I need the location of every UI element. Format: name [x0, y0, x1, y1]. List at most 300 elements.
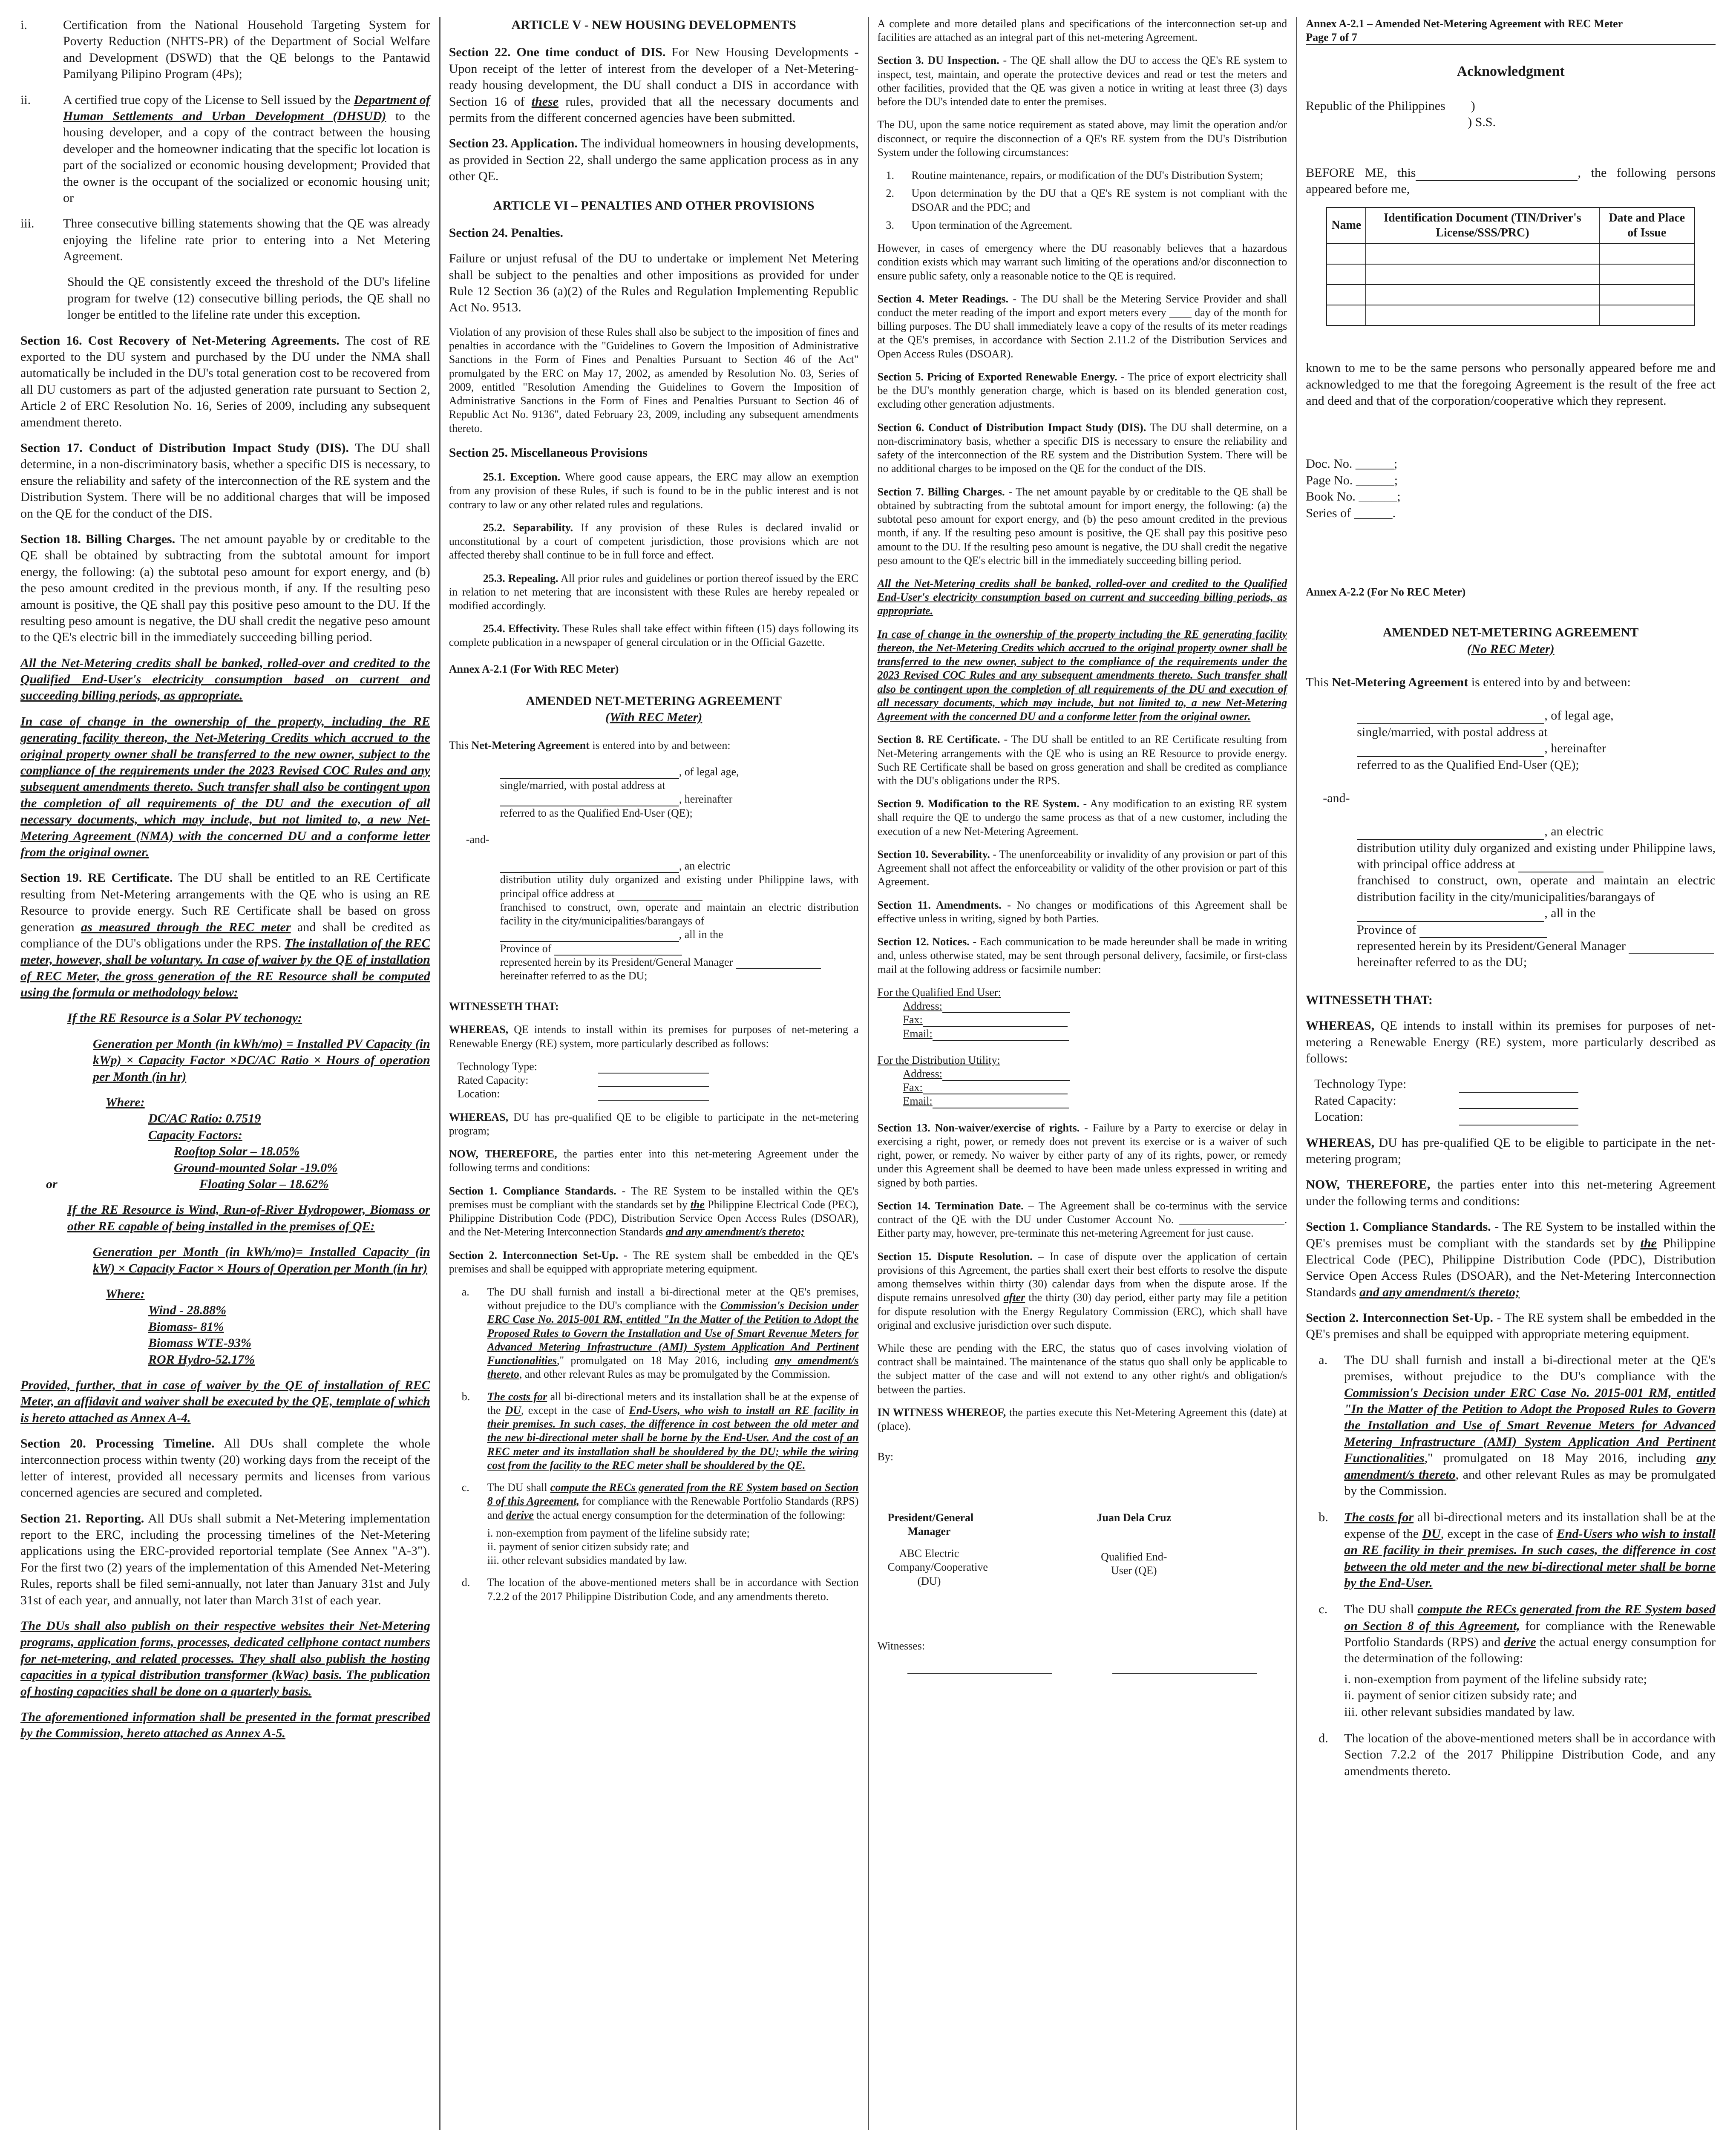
text-run: A certified true copy of the License to Sell issued by the	[63, 92, 354, 107]
section-title: Section 14. Termination Date.	[877, 1199, 1024, 1212]
page-no: Page No. ______;	[1306, 473, 1398, 487]
witness-2-field[interactable]	[1112, 1662, 1257, 1674]
rated-capacity-field[interactable]	[598, 1075, 709, 1087]
du-address-field[interactable]	[617, 889, 702, 901]
agreement-section-11	[878, 898, 1287, 926]
section-25-2	[449, 521, 859, 562]
floating-factor: Floating Solar – 18.62%	[199, 1177, 329, 1191]
text-run: distribution utility duly organized and existing under Philippine laws, with principal office address at	[500, 873, 859, 900]
du-party-block	[1306, 823, 1716, 971]
section-16	[20, 333, 430, 431]
ownership-change-paragraph: In case of change in the ownership of the property including the RE generating facility thereon, the Net-Metering Credits which accrued to the original property owner shall be transferred to the new owner, subject to the compliance of the requirements under the 2023 Revised COC Rules and any subsequent amendments thereto. Such transfer shall also be contingent upon the completion of all requirements of the DU and execution of all necessary documents, which may include, but not limited to, a new Net-Metering Agreement with the concerned DU and a conforme letter from the original owner.	[877, 627, 1287, 723]
ss-label: ) S.S.	[1468, 115, 1496, 130]
section-title: Section 9. Modification to the RE System.	[877, 797, 1080, 810]
annex-a21-label: Annex A-2.1 (For With REC Meter)	[449, 662, 619, 675]
rooftop-factor: Rooftop Solar – 18.05%	[174, 1144, 300, 1159]
section-17	[20, 440, 430, 522]
emphasis-text: NOW, THEREFORE,	[1306, 1177, 1431, 1192]
section-title: Section 21. Reporting.	[20, 1511, 144, 1526]
date-field[interactable]	[1416, 169, 1578, 181]
location-label: Location:	[457, 1088, 500, 1100]
section-title: Section 13. Non-waiver/exercise of rights.	[877, 1121, 1080, 1134]
section-text: All prior rules and guidelines or portion thereof issued by the ERC in relation to net metering that are inconsistent with these Rules are hereby repealed or modified accordingly.	[449, 572, 859, 612]
text-run: DU has pre-qualified QE to be eligible to participate in the net-metering program;	[1306, 1135, 1716, 1166]
qe-signature	[1092, 1511, 1277, 1588]
du-notice-fax-field[interactable]	[923, 1085, 1068, 1094]
technology-type-label: Technology Type:	[457, 1060, 537, 1073]
text-run: single/married, with postal address at	[500, 779, 665, 792]
item-label: b.	[461, 1390, 470, 1403]
ground-factor: Ground-mounted Solar -19.0%	[174, 1160, 338, 1175]
rated-capacity-field[interactable]	[1459, 1097, 1578, 1109]
agreement-section-2	[449, 1249, 859, 1276]
du-barangays-field[interactable]	[1357, 910, 1544, 922]
section-title: Section 18. Billing Charges.	[20, 532, 176, 546]
agreement-section-8	[878, 733, 1287, 788]
list-item: 1. Routine maintenance, repairs, or modification of the DU's Distribution System;	[886, 169, 1287, 182]
emphasis-text: any amendment/s thereto	[1344, 1451, 1716, 1482]
table-header-name: Name	[1327, 207, 1366, 244]
section-text: - Each communication to be made hereunder shall be made in writing and, unless otherwise stated, may be sent through personal delivery, facsimile, or first-class mail at the following address or facsimile number:	[877, 935, 1287, 976]
du-signature	[888, 1511, 1072, 1588]
section-title: Section 8. RE Certificate.	[877, 733, 1000, 746]
witness-lines	[878, 1662, 1287, 1674]
du-party-block	[449, 859, 859, 983]
article-6-heading: ARTICLE VI – PENALTIES AND OTHER PROVISIONS	[493, 198, 815, 213]
agreement-section-14	[878, 1199, 1287, 1241]
section-text: The DU shall determine, in a non-discriminatory basis, whether a specific DIS is necessary, to ensure the reliability and safety of the interconnection of the RE system and the Distribution System. There will be no additional charges that will be imposed on the QE for the conduct of the DIS.	[20, 440, 430, 521]
du-address-field[interactable]	[1518, 861, 1604, 872]
emphasis-text: the	[1640, 1236, 1657, 1250]
emphasis-text: as measured through the REC meter	[81, 920, 291, 934]
du-notice-email-field[interactable]	[933, 1099, 1069, 1108]
emphasis-text: The costs for	[1344, 1510, 1414, 1525]
text-run: all bi-directional meters and its installation shall be at the expense of the	[487, 1390, 859, 1416]
section-25-1	[449, 470, 859, 512]
text-run: , an electric	[679, 860, 731, 872]
section-text: The net amount payable by or creditable to the QE shall be obtained by subtracting from the subtotal amount for import energy, the following: (a) the subtotal peso amount for export energy, and (b) the peso amount credited in the previous month, if any. If the resulting peso amount is positive, the QE shall pay this positive peso amount to the DU. If the resulting peso amount is negative, the DU shall credit the negative peso amount to the QE's electric bill in the immediately succeeding billing period.	[20, 532, 430, 645]
section-title: Section 1. Compliance Standards.	[449, 1184, 616, 1197]
item-text	[487, 1481, 859, 1522]
whereas-1	[449, 1023, 859, 1050]
text-run: DU has pre-qualified QE to be eligible to participate in the net-metering program;	[449, 1111, 859, 1137]
item-label: a.	[461, 1285, 469, 1298]
text-run: Philippine Electrical Code (PEC), Philippine Distribution Code (PDC), Distribution Service Open Access Rules (DSOAR), and the Net-Metering Interconnection Standards	[1306, 1236, 1716, 1299]
section-title: Section 19. RE Certificate.	[20, 871, 173, 885]
qe-signatory-name: Juan Dela Cruz	[1097, 1511, 1172, 1524]
item-c: c. The DU shall compute the RECs generated from the RE System based on Section 8 of this Agreement, for compliance with the Renewable Portfolio Standards (RPS) and derive the actual energy consumption for the determination of the following:	[1306, 1601, 1716, 1667]
waiver-proviso: Provided, further, that in case of waiver by the QE of installation of REC Meter, an affidavit and waiver shall be executed by the QE, template of which is hereto attached as Annex A-4.	[20, 1378, 430, 1425]
section-text: - The net amount payable by or creditable to the QE shall be obtained by subtracting from the subtotal amount for import energy, the following: (a) the subtotal peso amount for export energy, and (b) the peso amount credited in the previous month, if any. If the resulting peso amount is positive, the QE shall pay this positive peso amount to the DU. If the resulting peso amount is negative, the DU shall credit the negative peso amount to the QE's electric bill in the immediately succeeding billing period.	[877, 485, 1287, 567]
agreement-section-1	[1306, 1219, 1716, 1301]
du-signatory-title: President/General Manager	[887, 1511, 974, 1537]
text-run: hereinafter referred to as the DU;	[1357, 955, 1527, 970]
signature-block	[878, 1511, 1287, 1588]
section-text: - The DU shall be entitled to an RE Certificate resulting from Net-Metering arrangements with the QE who is using an RE Resource to provide energy. Such RE Certificate shall be based on gross generation and shall be credited as compliance with the DU's obligations under the RPS.	[877, 733, 1287, 787]
re-system-details	[449, 1060, 859, 1101]
acknowledgment-title: Acknowledgment	[1457, 63, 1565, 80]
biomass-factor: Biomass- 81%	[148, 1319, 224, 1334]
list-text: Three consecutive billing statements showing that the QE was already enjoying the lifeline rate prior to entering into a Net Metering Agreement.	[63, 216, 430, 264]
hydro-formula: Generation per Month (in kWh/mo)= Installed Capacity (in kW) × Capacity Factor × Hours of Operation per Month (in hr)	[93, 1245, 430, 1275]
section-text: The DU shall be entitled to an RE Certificate resulting from Net-Metering arrangements with the QE who is using an RE Resource to provide energy. Such RE Certificate shall be based on gross generation	[20, 871, 430, 934]
technology-type-field[interactable]	[1459, 1081, 1578, 1093]
text-run: the parties execute this Net-Metering Agreement this (date) at (place).	[877, 1406, 1287, 1433]
text-run: referred to as the Qualified End-User (QE);	[500, 806, 693, 819]
requirement-i	[20, 17, 430, 83]
emphasis-text: Commission's Decision under ERC Case No. 2015-001 RM, entitled "In the Matter of the Petition to Adopt the Proposed Rules to Govern the Installation and Use of Smart Revenue Meters for Advanced Metering Infrastructure (AMI) System Application And Pertinent Functionalities	[1344, 1385, 1716, 1465]
section-text: The cost of RE exported to the DU system and purchased by the DU under the NMA shall automatically be included in the DU's total generation cost to be recovered from all DU customers as part of the adjusted generation rate pursuant to Section 2, Article 2 of ERC Resolution No. 16, Series of 2009, including any subsequent amendment thereto.	[20, 333, 430, 429]
page-header: Annex A-2.1 – Amended Net-Metering Agreement with REC Meter	[1306, 17, 1623, 30]
du-name-field[interactable]	[500, 861, 679, 873]
agreement-section-12	[878, 935, 1287, 976]
text-run: , hereinafter	[679, 793, 733, 806]
table-row	[1327, 305, 1695, 325]
sublist-item: non-exemption from payment of the lifeline subsidy rate;	[1354, 1672, 1647, 1686]
item-c-sublist: i. non-exemption from payment of the lifeline subsidy rate; ii. payment of senior citizen subsidy rate; and iii. other relevant subsidies mandated by law.	[487, 1526, 750, 1567]
email-label: Email:	[903, 1027, 933, 1040]
section-title: Section 16. Cost Recovery of Net-Metering Agreements.	[20, 333, 340, 348]
text-run: The DU shall	[487, 1481, 550, 1494]
list-text: Routine maintenance, repairs, or modification of the DU's Distribution System;	[911, 169, 1264, 182]
text-run: , of legal age,	[679, 765, 739, 778]
text-run: the actual energy consumption for the determination of the following:	[533, 1508, 846, 1521]
rated-capacity-label: Rated Capacity:	[457, 1074, 529, 1087]
list-text: Upon termination of the Agreement.	[911, 219, 1073, 231]
and-separator: -and-	[466, 833, 489, 846]
emphasis-text: after	[1003, 1291, 1025, 1304]
section-title: Section 23. Application.	[449, 136, 578, 151]
item-text	[1344, 1601, 1716, 1667]
hydro-where	[20, 1286, 430, 1368]
du-province-field[interactable]	[554, 944, 682, 956]
agreement-section-5	[878, 370, 1287, 412]
section-title: 25.1. Exception.	[483, 471, 561, 484]
section-3-para-2: The DU, upon the same notice requirement as stated above, may limit the operation and/or disconnect, or require the disconnection of a QE's RE system from the DU's Distribution System under the following circumstances:	[877, 118, 1287, 158]
text-run: - The RE system shall be embedded in the QE's premises and shall be equipped with appropriate metering equipment.	[1306, 1311, 1716, 1341]
section-title: Section 10. Severability.	[877, 848, 990, 861]
table-header-id: Identification Document (TIN/Driver's License/SSS/PRC)	[1366, 207, 1599, 244]
text-run: franchised to construct, own, operate and maintain an electric distribution facility in the city/municipalities/barangays of	[1357, 873, 1716, 904]
agreement-title: AMENDED NET-METERING AGREEMENT	[1382, 625, 1639, 640]
column-4	[1306, 17, 1716, 2130]
section-text: Where good cause appears, the ERC may allow an exemption from any provision of these Rules, if such is found to be in the public interest and is not contrary to law or any other related rules and regulations.	[449, 471, 859, 511]
solar-heading: If the RE Resource is a Solar PV techonogy:	[67, 1011, 302, 1025]
section-title: Section 5. Pricing of Exported Renewable Energy.	[877, 370, 1117, 383]
text-run: all bi-directional meters and its installation shall be at the expense of the	[1344, 1510, 1716, 1541]
agreement-section-4	[878, 292, 1287, 361]
emphasis-text: WHEREAS,	[449, 1111, 509, 1123]
text-run: Province of	[1357, 922, 1416, 937]
section-text: All DUs shall submit a Net-Metering implementation report to the ERC, including the processing timelines of the Net-Metering applications using the ERC-provided reportorial template (See Annex "A-3"). For the first two (2) years of the implementation of this Amended Net-Metering Rules, reports shall be filed semi-annually, not later than January 31st and July 31st of each year, and annually, not later than March 31st of each year.	[20, 1511, 430, 1607]
notice-qe-block	[878, 986, 1287, 1041]
section-text: If any provision of these Rules is declared invalid or unconstitutional by a court of competent jurisdiction, those provisions which are not affected thereby shall continue to be in full force and effect.	[449, 521, 859, 561]
agreement-section-7	[878, 485, 1287, 567]
qe-name-field[interactable]	[1357, 712, 1544, 724]
text-run: distribution utility duly organized and existing under Philippine laws, with principal office address at	[1357, 840, 1716, 872]
agreement-subtitle: (With REC Meter)	[605, 710, 702, 725]
address-label: Address:	[903, 1068, 942, 1080]
agreement-section-3	[878, 54, 1287, 109]
emphasis-text: Net-Metering Agreement	[1332, 675, 1468, 689]
sublist-item: other relevant subsidies mandated by law.	[502, 1554, 687, 1567]
lifeline-paragraph: Should the QE consistently exceed the threshold of the DU's lifeline program for twelve (12) consecutive billing periods, the QE shall no longer be entitled to the lifeline rate under this exception.	[67, 275, 430, 322]
qe-party-block	[1306, 708, 1716, 773]
qe-address-field[interactable]	[1357, 745, 1544, 757]
text-run: the actual energy consumption for the determination of the following:	[1344, 1635, 1716, 1666]
section-24-para-1: Failure or unjust refusal of the DU to undertake or implement Net Metering shall be subject to the penalties and other impositions as provided for under Rule 12 Section 36 (a)(2) of the Rules and Regulation Implementing Republic Act No. 9513.	[449, 251, 859, 315]
emphasis-text: compute the RECs generated from the RE System based on Section 8 of this Agreement,	[1344, 1602, 1716, 1633]
agreement-subtitle: (No REC Meter)	[1467, 642, 1555, 656]
republic-line	[1306, 98, 1716, 114]
emphasis-text: WHEREAS,	[449, 1023, 509, 1036]
section-25-3	[449, 572, 859, 613]
notice-du-block	[878, 1053, 1287, 1108]
agreement-section-6	[878, 421, 1287, 476]
text-run: franchised to construct, own, operate and maintain an electric distribution facility in the city/municipalities/barangays of	[500, 901, 859, 927]
section-title: 25.4. Effectivity.	[483, 622, 560, 635]
emphasis-text: any amendment/s thereto	[487, 1354, 859, 1381]
banked-credits-paragraph: All the Net-Metering credits shall be banked, rolled-over and credited to the Qualified End-User's electricity consumption based on current and succeeding billing periods, as appropriate.	[877, 577, 1287, 617]
section-title: Section 3. DU Inspection.	[877, 54, 999, 67]
section-text: - The unenforceability or invalidity of any provision or part of this Agreement shall not affect the enforceability or validity of the other provision or part of this Agreement.	[877, 848, 1287, 888]
text-run: The DU shall furnish and install a bi-directional meter at the QE's premises, without prejudice to the DU's compliance with the	[1344, 1353, 1716, 1384]
location-field[interactable]	[1459, 1114, 1578, 1125]
emphasis-text: DU	[505, 1404, 521, 1416]
section-title: Section 2. Interconnection Set-Up.	[1306, 1311, 1493, 1325]
item-d: d. The location of the above-mentioned meters shall be in accordance with Section 7.2.2 of the 2017 Philippine Distribution Code, and any amendments thereto.	[1306, 1730, 1716, 1779]
agreement-section-2	[1306, 1310, 1716, 1343]
where-label: Where:	[106, 1095, 145, 1110]
list-text: Certification from the National Household Targeting System for Poverty Reduction (NHTS-PR) of the Department of Social Welfare and Development (DSWD) that the QE belongs to the Pantawid Pamilyang Pilipino Program (4Ps);	[63, 18, 430, 81]
fax-label: Fax:	[903, 1013, 923, 1026]
text-run: , except in the case of	[1440, 1526, 1557, 1541]
text-run: to the housing developer, and a copy of the contract between the housing developer and the homeowner indicating that the specific lot location is part of the socialized or economic housing development; Provided that the owner is the occupant of the socialized or economic housing unit; or	[63, 109, 430, 205]
item-label: c.	[461, 1481, 469, 1494]
agreement-section-10	[878, 848, 1287, 889]
requirement-iii	[20, 216, 430, 265]
list-number: i.	[20, 18, 27, 32]
emphasis-text: The costs for	[487, 1390, 547, 1403]
technology-type-field[interactable]	[598, 1062, 709, 1074]
whereas-2	[1306, 1135, 1716, 1168]
item-a	[449, 1285, 859, 1382]
emphasis-text: these	[531, 94, 559, 109]
section-title: Section 7. Billing Charges.	[877, 485, 1005, 498]
known-paragraph: known to me to be the same persons who personally appeared before me and acknowledged to me that the foregoing Agreement is the result of the free act and deed and that of the corporation/cooperative which they represent.	[1306, 361, 1716, 408]
section-text: All DUs shall complete the whole interconnection process within twenty (20) working days from the receipt of the letter of interest, provided all necessary permits and licenses from various concerned agencies are secured and completed.	[20, 1436, 430, 1500]
whereas-2	[449, 1111, 859, 1138]
text-run: This	[449, 739, 472, 751]
du-province-field[interactable]	[1419, 926, 1547, 938]
in-witness-whereof	[878, 1406, 1287, 1433]
text-run: Province of	[500, 942, 552, 955]
solar-where	[20, 1094, 430, 1176]
emphasis-text: The installation of the REC meter, however, shall be voluntary. In case of waiver by the QE of installation of REC Meter, the gross generation of the RE Resource shall be computed using the formula or methodology below:	[20, 936, 430, 1000]
column-3	[878, 17, 1287, 2130]
emphasis-text: WHEREAS,	[1306, 1019, 1375, 1033]
emphasis-text: Department of Human Settlements and Urban Development (DHSUD)	[63, 92, 430, 123]
emphasis-text: derive	[506, 1508, 534, 1521]
item-b	[449, 1390, 859, 1472]
text-run: represented herein by its President/General Manager	[500, 956, 733, 968]
qe-notice-address-field[interactable]	[942, 1004, 1070, 1013]
location-label: Location:	[1314, 1110, 1364, 1124]
section-text: These Rules shall take effect within fifteen (15) days following its complete publication in a newspaper of general circulation or in the Official Gazette.	[449, 622, 859, 649]
location-field[interactable]	[598, 1089, 709, 1101]
section-3-para-3: However, in cases of emergency where the DU reasonably believes that a hazardous condition exists which may warrant such limiting of the operations and/or disconnection to ensure public safety, only a reasonable notice to the QE is required.	[877, 242, 1287, 282]
du-name-field[interactable]	[1357, 828, 1544, 840]
book-no: Book No. ______;	[1306, 489, 1401, 504]
whereas-1	[1306, 1018, 1716, 1067]
item-text: The location of the above-mentioned meters shall be in accordance with Section 7.2.2 of the 2017 Philippine Distribution Code, and any amendments thereto.	[1344, 1731, 1716, 1778]
agreement-section-1	[449, 1184, 859, 1239]
emphasis-text: End-Users who wish to install an RE facility in their premises. In such cases, the difference in cost between the old meter and the new bi-directional meter shall be borne by the End-User.	[1344, 1526, 1716, 1590]
section-25-title: Section 25. Miscellaneous Provisions	[449, 445, 648, 460]
banked-credits-paragraph: All the Net-Metering credits shall be banked, rolled-over and credited to the Qualified End-User's electricity consumption based on current and succeeding billing periods, as appropriate.	[20, 656, 430, 703]
witness-1-field[interactable]	[907, 1662, 1052, 1674]
ownership-change-paragraph: In case of change in the ownership of the property, including the RE generating facility thereon, the Net-Metering Credits which accrued to the original property owner shall be transferred to the new owner, subject to the compliance of the requirements under the 2023 Revised COC Rules and any subsequent amendments thereto. Such transfer shall also be contingent upon the completion of all requirements of the DU and the execution of all necessary documents, which may include, but not limited to, a new Net-Metering Agreement (NMA) with the concerned DU and a conforme letter from the original owner.	[20, 714, 430, 859]
biomass-wte-factor: Biomass WTE-93%	[148, 1336, 251, 1350]
list-number: ii.	[20, 92, 31, 107]
item-d	[449, 1576, 859, 1603]
section-text: The DU shall determine, on a non-discriminatory basis, whether a specific DIS is necessary to ensure the reliability and safety of the interconnection of the RE system and the Distribution System. There will be no additional charges to be imposed on the QE for the conduct of the DIS.	[877, 421, 1287, 475]
emphasis-text: DU	[1422, 1526, 1441, 1541]
text-run: BEFORE ME, this	[1306, 165, 1416, 180]
notarial-block	[1306, 456, 1716, 521]
section-title: Section 12. Notices.	[877, 935, 970, 948]
qe-notice-email-field[interactable]	[933, 1031, 1069, 1041]
hydro-heading: If the RE Resource is Wind, Run-of-River Hydropower, Biomass or other RE capable of being installed in the premises of QE:	[67, 1203, 430, 1233]
fax-label: Fax:	[903, 1081, 923, 1094]
now-therefore	[449, 1147, 859, 1174]
text-run: is entered into by and between:	[589, 739, 731, 751]
agreement-section-9	[878, 797, 1287, 838]
qe-signatory-title: Qualified End-User (QE)	[1101, 1550, 1167, 1577]
text-run: - The RE system shall be embedded in the QE's premises and shall be equipped with appropriate metering equipment.	[449, 1249, 859, 1275]
du-representative-field[interactable]	[1629, 942, 1714, 954]
section-24-para-2: Violation of any provision of these Rules shall also be subject to the imposition of fines and penalties in accordance with the "Guidelines to Govern the Imposition of Administrative Sanctions in the Form of Fines and Penalties Pursuant to Section 46 of the Act" promulgated by the ERC on May 17, 2002, as amended by Resolution No. 03, Series of 2009, entitled "Resolution Amending the Guidelines to Govern the Imposition of Administrative Sanctions in the Form of Fines and Penalties Pursuant to Section 46 of Republic Act No. 9136", dated February 23, 2009, including any subsequent amendments thereto.	[449, 325, 859, 435]
series: Series of ______.	[1306, 506, 1396, 520]
section-title: 25.2. Separability.	[483, 521, 573, 534]
sublist-item: payment of senior citizen subsidy rate; and	[499, 1540, 689, 1553]
item-text	[487, 1390, 859, 1472]
section-title: Section 15. Dispute Resolution.	[877, 1250, 1033, 1263]
section-19	[20, 870, 430, 1001]
or-label: or	[46, 1177, 58, 1191]
section-22	[449, 44, 859, 126]
du-barangays-field[interactable]	[500, 930, 679, 942]
list-number: iii.	[20, 216, 35, 231]
section-title: Section 22. One time conduct of DIS.	[449, 45, 666, 60]
column-1	[20, 17, 430, 2130]
article-5-heading: ARTICLE V - NEW HOUSING DEVELOPMENTS	[511, 18, 796, 32]
text-run: - The RE System to be installed within the QE's premises must be compliant with the standards set by	[1306, 1220, 1716, 1250]
emphasis-text: Net-Metering Agreement	[471, 739, 590, 751]
qe-party-block	[449, 765, 859, 820]
text-run: the parties enter into this net-metering Agreement under the following terms and conditions:	[449, 1148, 859, 1174]
sublist-item: other relevant subsidies mandated by law.	[1361, 1704, 1575, 1719]
text-run: for compliance with the Renewable Portfolio Standards (RPS) and	[487, 1495, 859, 1521]
emphasis-text: and any amendment/s thereto;	[665, 1226, 805, 1238]
item-label: d.	[461, 1576, 470, 1589]
qe-notice-fax-field[interactable]	[923, 1018, 1068, 1027]
section-title: Section 11. Amendments.	[877, 898, 1002, 911]
text-run: The DU shall	[1344, 1602, 1418, 1617]
section-text: - Failure by a Party to exercise or delay in exercising a right, power, or remedy does not prevent its exercise or is a waiver of such right, power, or remedy. No waiver by either party of any of its rights, power, or remedy under this Agreement shall be deemed to have been made unless expressed in writing and signed by both parties.	[877, 1121, 1287, 1189]
witnesses-label: Witnesses:	[877, 1639, 925, 1652]
text-run: , the following persons appeared before me,	[1306, 165, 1716, 196]
witnesseth-heading: WITNESSETH THAT:	[1306, 993, 1433, 1007]
table-row	[1327, 264, 1695, 285]
notice-qe-heading: For the Qualified End User:	[877, 986, 1001, 999]
section-text: and shall be credited as compliance of the DU's obligations under the RPS.	[20, 920, 430, 950]
section-title: Section 17. Conduct of Distribution Impact Study (DIS).	[20, 440, 349, 455]
section-text: - The DU shall be the Metering Service Provider and shall conduct the meter reading of the import and export meters every ____ day of the month for billing purposes. The DU shall immediately leave a copy of the results of its meter readings at the QE's premises, in accordance with Section 2.11.2 of the Distribution Services and Open Access Rules (DSOAR).	[877, 292, 1287, 360]
section-text: - No changes or modifications of this Agreement shall be effective unless in writing, signed by both Parties.	[877, 898, 1287, 925]
ror-hydro-factor: ROR Hydro-52.17%	[148, 1352, 255, 1367]
requirement-ii	[20, 92, 430, 207]
doc-no: Doc. No. ______;	[1306, 457, 1398, 471]
item-text	[1344, 1352, 1716, 1500]
solar-formula: Generation per Month (in kWh/mo) = Installed PV Capacity (in kWp) × Capacity Factor ×DC/AC Ratio × Hours of operation per Month (in hr)	[93, 1036, 430, 1084]
section-15-para-2: While these are pending with the ERC, the status quo of cases involving violation of contract shall be maintained. The maintenance of the status quo shall only be applicable to the subject matter of the case and will not extend to any other right/s and obligation/s between the parties.	[877, 1341, 1287, 1396]
emphasis-text: and any amendment/s thereto;	[1359, 1285, 1520, 1299]
and-separator: -and-	[1323, 791, 1350, 805]
text-run: , hereinafter	[1544, 741, 1606, 756]
text-run: This	[1306, 675, 1332, 689]
re-system-details	[1306, 1076, 1716, 1125]
du-signatory-org: ABC Electric Company/Cooperative (DU)	[887, 1547, 988, 1587]
du-representative-field[interactable]	[736, 957, 821, 969]
emphasis-text: WHEREAS,	[1306, 1135, 1375, 1150]
text-run: the parties enter into this net-metering Agreement under the following terms and conditions:	[1306, 1177, 1716, 1208]
section-text: – The Agreement shall be co-terminus with the service contract of the QE with the DU under Customer Account No. ___________________. Either party may, however, pre-terminate this net-metering Agreement for just cause.	[877, 1199, 1287, 1240]
emphasis-text: Commission's Decision under ERC Case No. 2015-001 RM, entitled "In the Matter of the Petition to Adopt the Proposed Rules to Govern the Installation and Use of Smart Revenue Meters for Advanced Metering Infrastructure (AMI) System Application And Pertinent Functionalities	[487, 1299, 859, 1367]
now-therefore	[1306, 1177, 1716, 1209]
by-label: By:	[877, 1451, 894, 1463]
plans-paragraph: A complete and more detailed plans and specifications of the interconnection set-up and facilities are attached as an integral part of this net-metering Agreement.	[877, 17, 1287, 44]
section-title: Section 4. Meter Readings.	[877, 292, 1009, 305]
section-text: - Any modification to an existing RE system shall require the QE to undergo the same process as that of a new customer, including the execution of a new Net-Metering Agreement.	[877, 797, 1287, 838]
text-run: , all in the	[1544, 906, 1596, 921]
text-run: Philippine Electrical Code (PEC), Philippine Distribution Code (PDC), Distribution Service Open Access Rules (DSOAR), and the Net-Metering Interconnection Standards	[449, 1198, 859, 1238]
table-header-date: Date and Place of Issue	[1599, 207, 1695, 244]
before-me-line	[1306, 165, 1716, 198]
section-23	[449, 135, 859, 184]
table-row	[1327, 244, 1695, 264]
qe-address-field[interactable]	[500, 794, 679, 806]
section-20	[20, 1436, 430, 1501]
email-label: Email:	[903, 1095, 933, 1108]
text-run: is entered into by and between:	[1468, 675, 1631, 689]
agreement-title: AMENDED NET-METERING AGREEMENT	[526, 694, 782, 708]
text-run: referred to as the Qualified End-User (QE);	[1357, 757, 1579, 772]
item-c	[449, 1481, 859, 1522]
text-run: , except in the case of	[521, 1404, 629, 1416]
text-run: single/married, with postal address at	[1357, 725, 1548, 739]
text-run: The DU shall furnish and install a bi-directional meter at the QE's premises, without prejudice to the DU's compliance with the	[487, 1285, 859, 1312]
technology-type-label: Technology Type:	[1314, 1077, 1407, 1091]
column-2	[449, 17, 859, 2130]
text-run: QE intends to install within its premises for purposes of net-metering a Renewable Energy (RE) system, more particularly described as follows:	[449, 1023, 859, 1050]
qe-name-field[interactable]	[500, 767, 679, 779]
section-text: - The QE shall allow the DU to access the QE's RE system to inspect, test, maintain, and operate the protective devices and read or test the meters and other facilities, provided that the QE was given a notice in writing at least three (3) days before the DU's intended date to enter the premises.	[877, 54, 1287, 108]
section-text: - The price of export electricity shall be the DU's monthly generation charge, which is based on its blended generation cost, excluding other generation adjustments.	[877, 370, 1287, 411]
emphasis-text: derive	[1504, 1635, 1536, 1649]
du-notice-address-field[interactable]	[942, 1071, 1070, 1081]
where-label: Where:	[106, 1287, 145, 1301]
